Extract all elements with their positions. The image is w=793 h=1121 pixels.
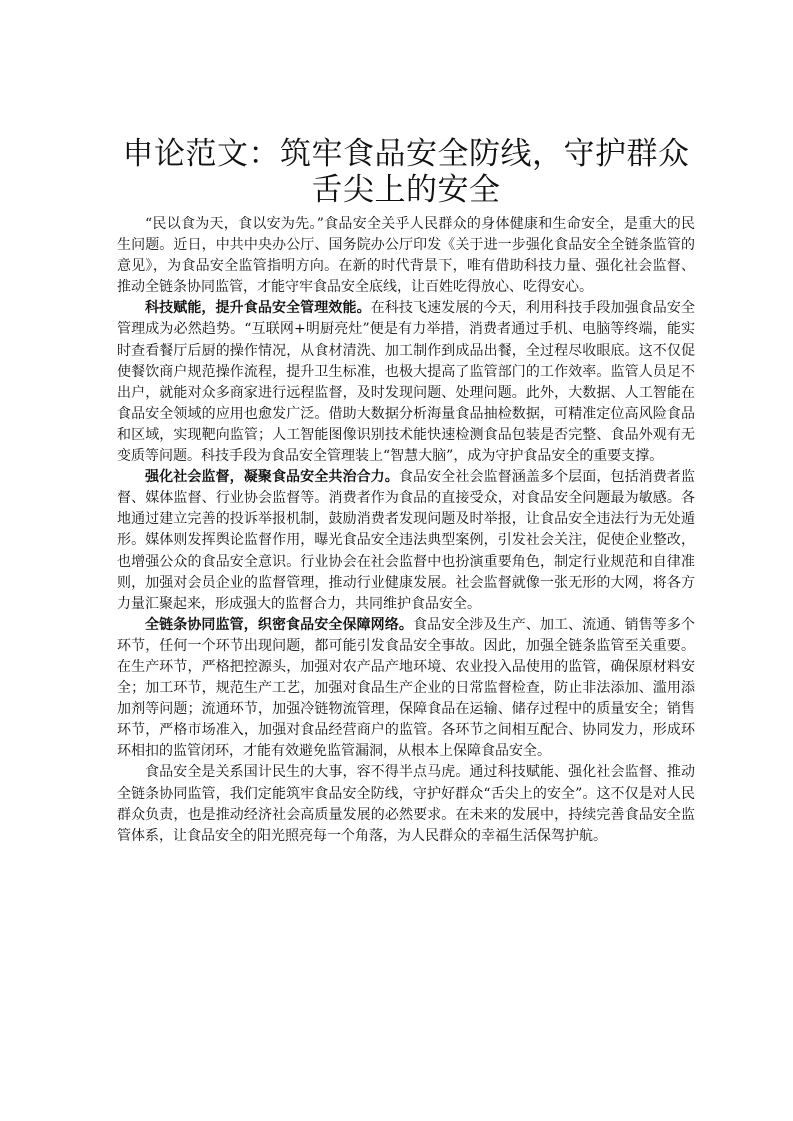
paragraph-heading: 强化社会监督，凝聚食品安全共治合力。 [145,469,399,486]
paragraph-text: 食品安全是关系国计民生的大事，容不得半点马虎。通过科技赋能、强化社会监督、推动全链条协同监管，我们定能筑牢食品安全防线，守护好群众“舌尖上的安全”。这不仅是对人民群众负责，也是推动经济社会高质量发展的必然要求。在未来的发展中，持续完善食品安全监管体系，让食品安全的阳光照亮每一个角落，为人民群众的幸福生活保驾护航。 [117,764,695,844]
paragraph-technology [117,298,695,467]
paragraph-text: “民以食为天，食以安为先。”食品安全关乎人民群众的身体健康和生命安全，是重大的民生问题。近日，中共中央办公厅、国务院办公厅印发《关于进一步强化食品安全全链条监管的意见》，为食品安全监管指明方向。在新的时代背景下，唯有借助科技力量、强化社会监督、推动全链条协同监管，才能守牢食品安全底线，让百姓吃得放心、吃得安心。 [117,216,695,296]
article-title: 申论范文：筑牢食品安全防线，守护群众舌尖上的安全 [122,136,690,208]
paragraph-text: 食品安全涉及生产、加工、流通、销售等多个环节，任何一个环节出现问题，都可能引发食品安全事故。因此，加强全链条监管至关重要。在生产环节，严格把控源头，加强对农产品产地环境、农业投入品使用的监管，确保原材料安全；加工环节，规范生产工艺，加强对食品生产企业的日常监督检查，防止非法添加、滥用添加剂等问题；流通环节，加强冷链物流管理，保障食品在运输、储存过程中的质量安全；销售环节，严格市场准入，加强对食品经营商户的监管。各环节之间相互配合、协同发力，形成环环相扣的监管闭环，才能有效避免监管漏洞，从根本上保障食品安全。 [117,616,695,760]
paragraph-social-supervision [117,467,695,615]
paragraph-text: 在科技飞速发展的今天，利用科技手段加强食品安全管理成为必然趋势。“互联网+明厨亮灶”便是有力举措，消费者通过手机、电脑等终端，能实时查看餐厅后厨的操作情况，从食材清洗、加工制作到成品出餐，全过程尽收眼底。这不仅促使餐饮商户规范操作流程，提升卫生标准，也极大提高了监管部门的工作效率。监管人员足不出户，就能对众多商家进行远程监督，及时发现问题、处理问题。此外，大数据、人工智能在食品安全领域的应用也愈发广泛。借助大数据分析海量食品抽检数据，可精准定位高风险食品和区域，实现靶向监管；人工智能图像识别技术能快速检测食品包装是否完整、食品外观有无变质等问题。科技手段为食品安全管理装上“智慧大脑”，成为守护食品安全的重要支撑。 [117,300,696,465]
paragraph-full-chain [117,615,695,763]
paragraph-heading: 全链条协同监管，织密食品安全保障网络。 [145,616,413,633]
paragraph-heading: 科技赋能，提升食品安全管理效能。 [145,300,371,317]
article [117,136,695,847]
paragraph-text: 食品安全社会监督涵盖多个层面，包括消费者监督、媒体监督、行业协会监督等。消费者作为食品的直接受众，对食品安全问题最为敏感。各地通过建立完善的投诉举报机制，鼓励消费者发现问题及时举报，让食品安全违法行为无处遁形。媒体则发挥舆论监督作用，曝光食品安全违法典型案例，引发社会关注，促使企业整改，也增强公众的食品安全意识。行业协会在社会监督中也扮演重要角色，制定行业规范和自律准则，加强对会员企业的监督管理，推动行业健康发展。社会监督就像一张无形的大网，将各方力量汇聚起来，形成强大的监督合力，共同维护食品安全。 [117,469,696,612]
paragraph-conclusion [117,762,695,846]
paragraph-intro [117,214,695,298]
